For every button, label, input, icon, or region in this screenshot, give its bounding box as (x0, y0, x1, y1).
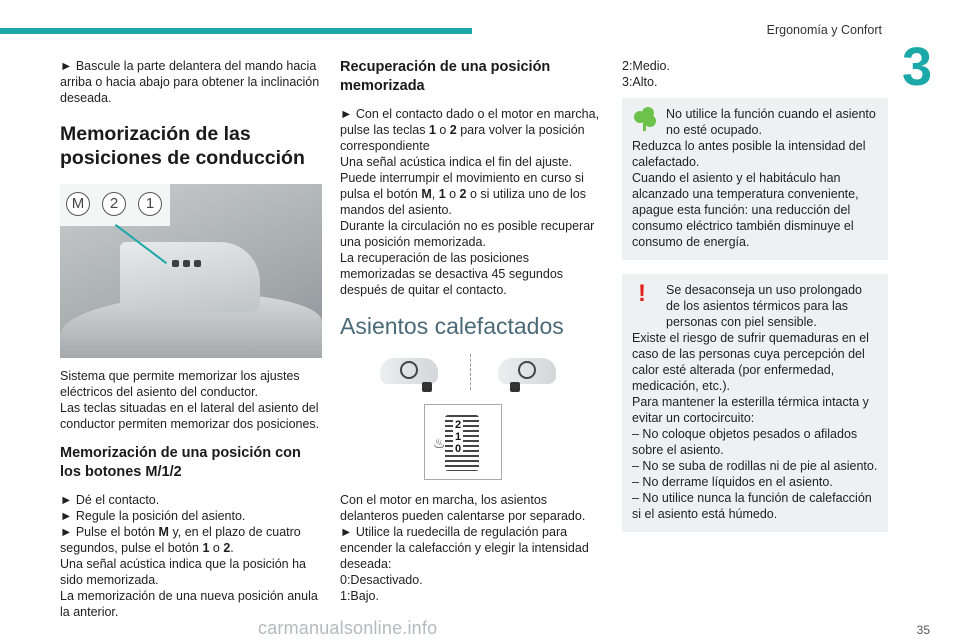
eco-note-2: Cuando el asiento y el habitáculo han alcanzado una temperatura conveniente, apague esta función: una reducción del consumo eléctrico también disminuye el consumo de energía. (632, 171, 859, 249)
warning-exclamation-icon: ! (638, 280, 646, 307)
memory-desc-2: Las teclas situadas en el lateral del asiento del conductor permiten memorizar dos posiciones. (60, 401, 320, 431)
watermark: carmanualsonline.info (258, 618, 438, 638)
button-labels-box (60, 184, 170, 226)
left-seat-heat-icon (380, 358, 438, 384)
subsection-title-recall: Recuperación de una posición memorizada (340, 59, 551, 94)
heat-level-1: 1:Bajo. (340, 589, 379, 603)
warning-head: ! Se desaconseja un uso prolongado de los asientos térmicos para las personas con piel sensible. (638, 280, 862, 329)
recall-text-3: Puede interrumpir el movimiento en curso si pulsa el botón M, 1 o 2 o si utiliza uno de los mandos del asiento. (340, 171, 587, 217)
store-step-2: ► Regule la posición del asiento. (60, 509, 246, 523)
label-2: 2 (102, 192, 126, 216)
recall-text-5: La recuperación de las posiciones memorizadas se desactiva 45 segundos después de quitar el contacto. (340, 251, 564, 297)
warning-item-3: – No derrame líquidos en el asiento. (632, 475, 833, 489)
heat-control-icon (510, 382, 520, 392)
chapter-number: 3 (901, 37, 932, 97)
eco-note-box (622, 98, 888, 260)
store-note-1: Una señal acústica indica que la posición ha sido memorizada. (60, 557, 306, 587)
warning-item-4: – No utilice nunca la función de calefacción si el asiento está húmedo. (632, 491, 872, 521)
warning-item-1: – No coloque objetos pesados o afilados sobre el asiento. (632, 427, 858, 457)
eco-note-head: No utilice la función cuando el asiento no esté ocupado. (632, 106, 878, 138)
memory-buttons-graphic (172, 260, 201, 267)
eco-leaf-icon (634, 107, 656, 129)
subsection-title-store: Memorización de una posición con los botones M/1/2 (60, 445, 301, 480)
heat-level-3: 3:Alto. (622, 75, 658, 89)
heat-control-icon (422, 382, 432, 392)
section-title-memory: Memorización de las posiciones de conducción (60, 123, 305, 169)
recall-text-1: ► Con el contacto dado o el motor en marcha, pulse las teclas 1 o 2 para volver la posición correspondiente (340, 107, 600, 153)
intro-text: ► Bascule la parte delantera del mando hacia arriba o hacia abajo para obtener la inclinación deseada. (60, 59, 320, 105)
section-title-heated-seats: Asientos calefactados (340, 313, 564, 339)
heat-text-1: Con el motor en marcha, los asientos delanteros pueden calentarse por separado. (340, 493, 586, 523)
page-number: 35 (916, 623, 930, 637)
dial-levels: 2 1 0 (455, 419, 462, 455)
heat-dial-image (424, 404, 502, 480)
seat-memory-image (60, 184, 322, 358)
seat-divider (470, 354, 471, 390)
seat-heat-symbol-icon: ♨ (433, 435, 446, 451)
label-m: M (66, 192, 90, 216)
heat-level-0: 0:Desactivado. (340, 573, 423, 587)
store-note-2: La memorización de una nueva posición anula la anterior. (60, 589, 318, 619)
column-2 (340, 58, 602, 604)
warning-item-2: – No se suba de rodillas ni de pie al asiento. (632, 459, 878, 473)
label-1: 1 (138, 192, 162, 216)
warning-text-1: Existe el riesgo de sufrir quemaduras en el caso de las personas cuya percepción del calor esté alterada (por enfermedad, medicación, etc.). (632, 331, 869, 393)
eco-note-1: Reduzca lo antes posible la intensidad del calefactado. (632, 139, 866, 169)
column-1 (60, 58, 322, 620)
memory-desc-1: Sistema que permite memorizar los ajustes eléctricos del asiento del conductor. (60, 369, 300, 399)
heat-text-2: ► Utilice la ruedecilla de regulación para encender la calefacción y elegir la intensidad deseada: (340, 525, 589, 571)
store-step-1: ► Dé el contacto. (60, 493, 160, 507)
header-accent-bar (0, 28, 472, 34)
warning-text-2: Para mantener la esterilla térmica intacta y evitar un cortocircuito: (632, 395, 869, 425)
recall-text-4: Durante la circulación no es posible recuperar una posición memorizada. (340, 219, 595, 249)
header-title: Ergonomía y Confort (766, 23, 882, 37)
steering-wheel-icon (400, 361, 418, 379)
warning-box (622, 274, 888, 532)
recall-text-2: Una señal acústica indica el fin del ajuste. (340, 155, 573, 169)
column-3 (622, 58, 888, 532)
seat-side-panel (120, 242, 260, 312)
heat-level-2: 2:Medio. (622, 59, 670, 73)
heated-seat-icons (340, 354, 602, 394)
right-seat-heat-icon (498, 358, 556, 384)
steering-wheel-icon (518, 361, 536, 379)
store-step-3: ► Pulse el botón M y, en el plazo de cuatro segundos, pulse el botón 1 o 2. (60, 525, 301, 555)
